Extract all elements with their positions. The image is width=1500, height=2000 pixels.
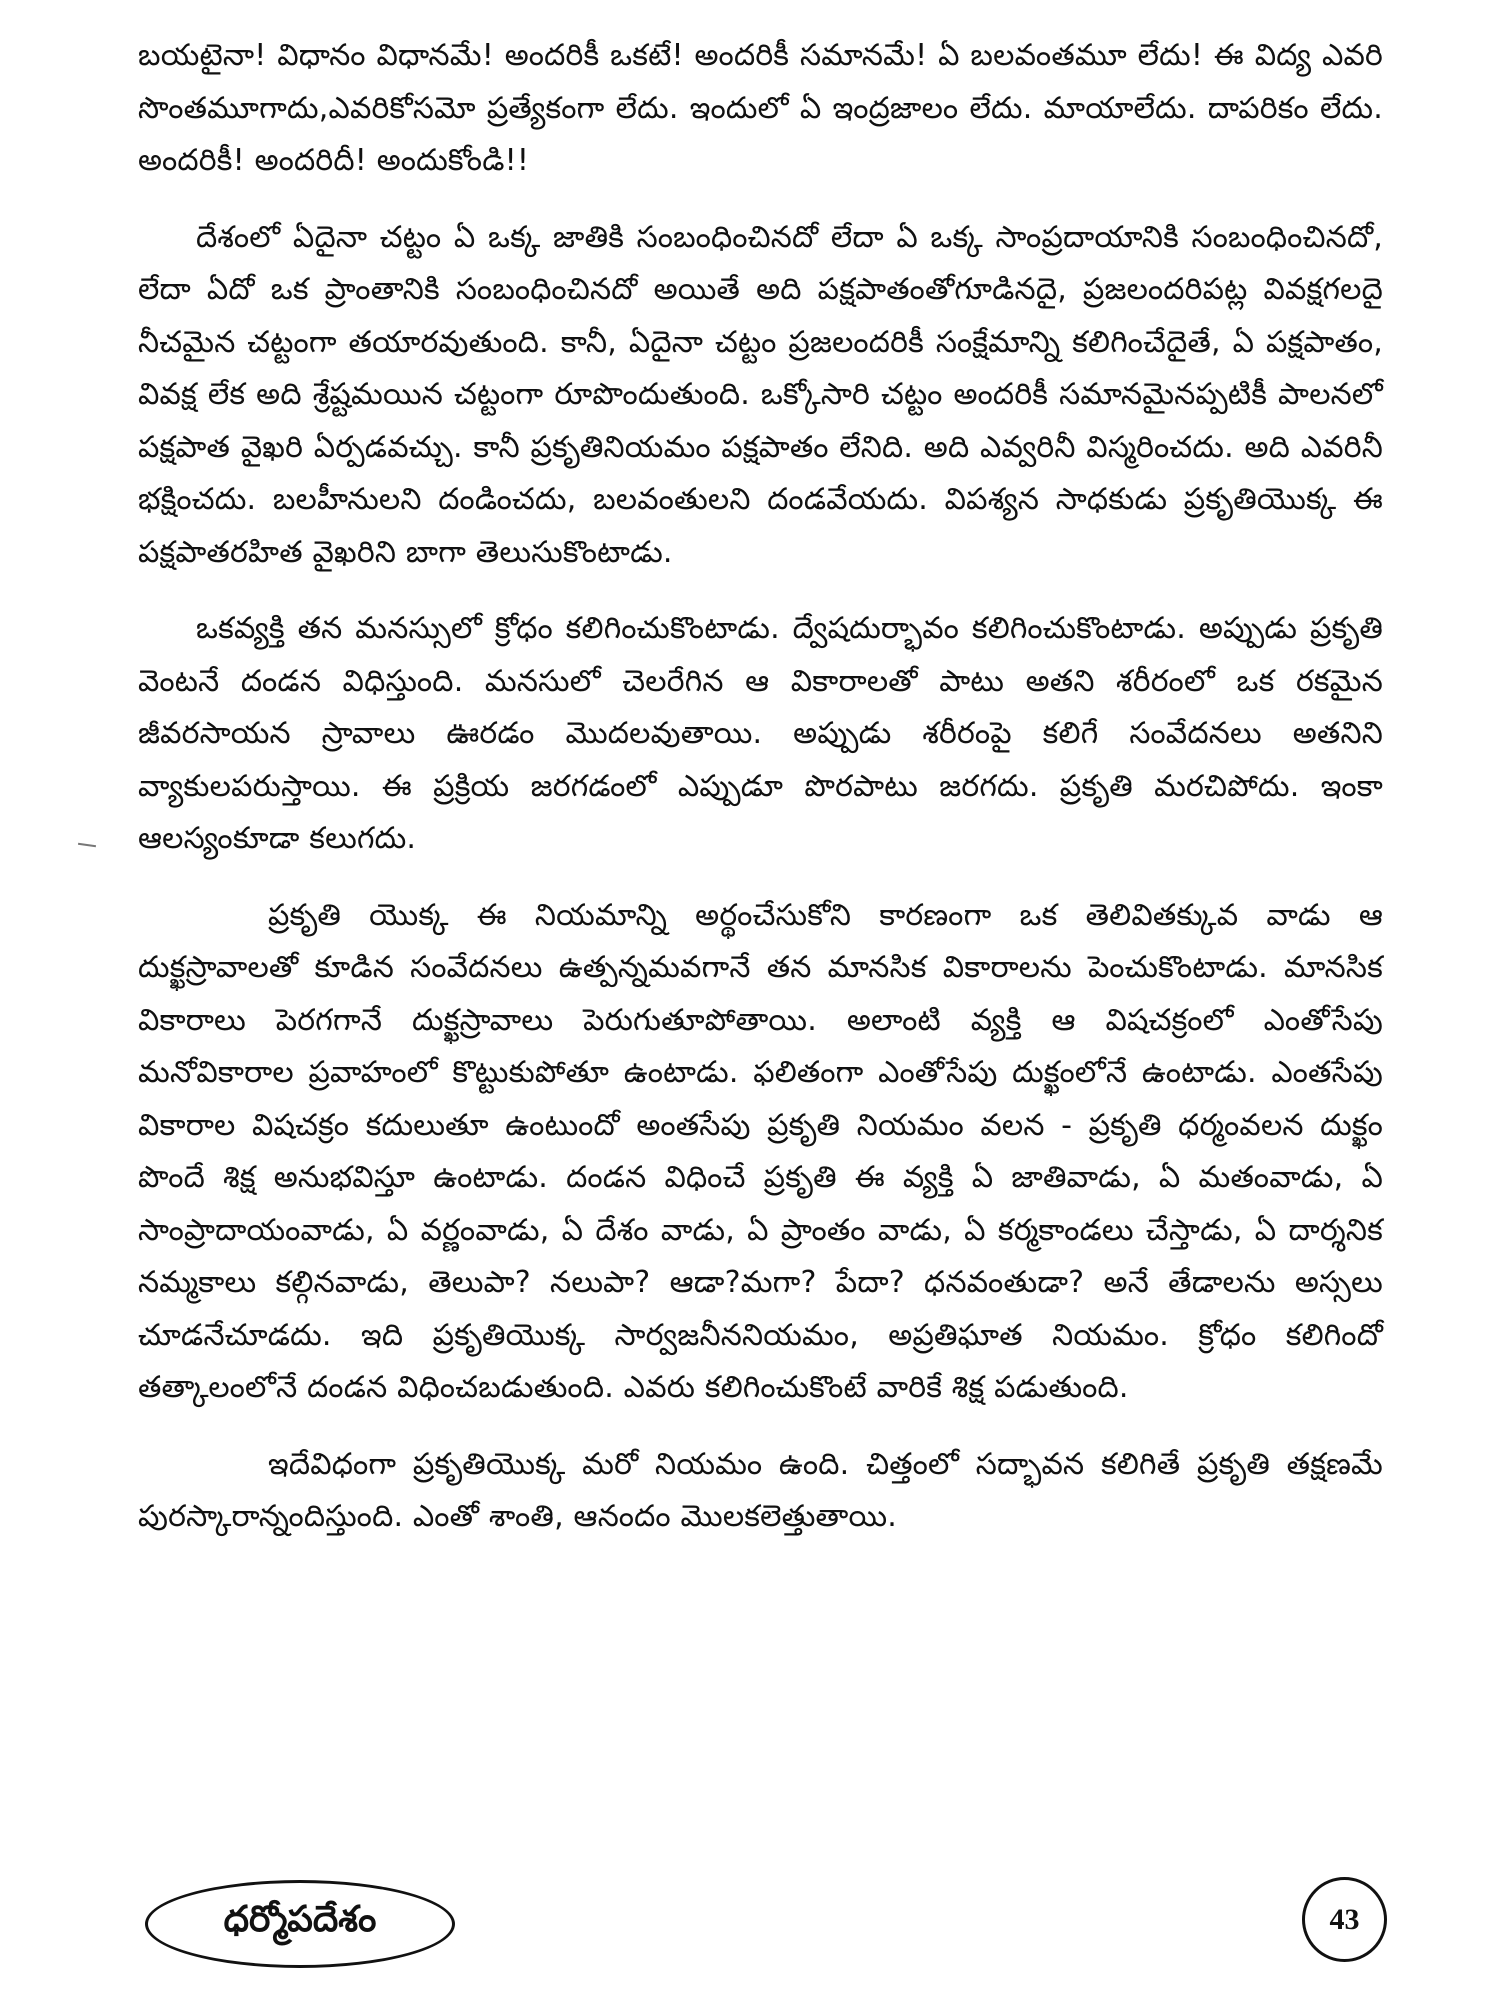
book-title: ధర్మోపదేశం [223,1899,377,1940]
page-body [138,30,1383,1568]
paragraph-4: ప్రకృతి యొక్క ఈ నియమాన్ని అర్థంచేసుకోని కారణంగా ఒక తెలివితక్కువ వాడు ఆ దుక్ఖస్రావాలతో కూడిన సంవేదనలు ఉత్పన్నమవగానే తన మానసిక వికారాలను పెంచుకొంటాడు. మానసిక వికారాలు పెరగగానే దుక్ఖస్రావాలు పెరుగుతూపోతాయి. అలాంటి వ్యక్తి ఆ విషచక్రంలో ఎంతోసేపు మనోవికారాల ప్రవాహంలో కొట్టుకుపోతూ ఉంటాడు. ఫలితంగా ఎంతోసేపు దుక్ఖంలోనే ఉంటాడు. ఎంతసేపు వికారాల విషచక్రం కదులుతూ ఉంటుందో అంతసేపు ప్రకృతి నియమం వలన - ప్రకృతి ధర్మంవలన దుక్ఖం పొందే శిక్ష అనుభవిస్తూ ఉంటాడు. దండన విధించే ప్రకృతి ఈ వ్యక్తి ఏ జాతివాడు, ఏ మతంవాడు, ఏ సాంప్రాదాయంవాడు, ఏ వర్ణంవాడు, ఏ దేశం వాడు, ఏ ప్రాంతం వాడు, ఏ కర్మకాండలు చేస్తాడు, ఏ దార్శనిక నమ్మకాలు కల్గినవాడు, తెలుపా? నలుపా? ఆడా?మగా? పేదా? ధనవంతుడా? అనే తేడాలను అస్సలు చూడనేచూడదు. ఇది ప్రకృతియొక్క సార్వజనీననియమం, అప్రతిఘాత నియమం. క్రోధం కలిగిందో తత్కాలంలోనే దండన విధించబడుతుంది. ఎవరు కలిగించుకొంటే వారికే శిక్ష పడుతుంది. [138,897,1383,1405]
paragraph-1: బయటైనా! విధానం విధానమే! అందరికీ ఒకటే! అందరికీ సమానమే! ఏ బలవంతమూ లేదు! ఈ విద్య ఎవరి సొంతమూగాదు,ఎవరికోసమో ప్రత్యేకంగా లేదు. ఇందులో ఏ ఇంద్రజాలం లేదు. మాయాలేదు. దాపరికం లేదు. అందరికీ! అందరిదీ! అందుకోండి!! [138,38,1383,178]
paragraph-2: దేశంలో ఏదైనా చట్టం ఏ ఒక్క జాతికి సంబంధించినదో లేదా ఏ ఒక్క సాంప్రదాయానికి సంబంధించినదో, లేదా ఏదో ఒక ప్రాంతానికి సంబంధించినదో అయితే అది పక్షపాతంతోగూడినదై, ప్రజలందరిపట్ల వివక్షగలదై నీచమైన చట్టంగా తయారవుతుంది. కానీ, ఏదైనా చట్టం ప్రజలందరికీ సంక్షేమాన్ని కలిగించేదైతే, ఏ పక్షపాతం, వివక్ష లేక అది శ్రేష్టమయిన చట్టంగా రూపొందుతుంది. ఒక్కోసారి చట్టం అందరికీ సమానమైనప్పటికీ పాలనలో పక్షపాత వైఖరి ఏర్పడవచ్చు. కానీ ప్రకృతినియమం పక్షపాతం లేనిది. అది ఎవ్వరినీ విస్మరించదు. అది ఎవరినీ భక్షించదు. బలహీనులని దండించదు, బలవంతులని దండవేయదు. విపశ్యన సాధకుడు ప్రకృతియొక్క ఈ పక్షపాతరహిత వైఖరిని బాగా తెలుసుకొంటాడు. [138,219,1383,570]
book-title-oval [145,1880,455,1968]
scan-speck [78,843,96,847]
page-number-circle [1302,1877,1387,1962]
page-number: 43 [1329,1902,1360,1936]
paragraph-5: ఇదేవిధంగా ప్రకృతియొక్క మరో నియమం ఉంది. చిత్తంలో సద్భావన కలిగితే ప్రకృతి తక్షణమే పురస్కారాన్నందిస్తుంది. ఎంతో శాంతి, ఆనందం మొలకలెత్తుతాయి. [138,1446,1383,1534]
paragraph-3: ఒకవ్యక్తి తన మనస్సులో క్రోధం కలిగించుకొంటాడు. ద్వేషదుర్భావం కలిగించుకొంటాడు. అప్పుడు ప్రకృతి వెంటనే దండన విధిస్తుంది. మనసులో చెలరేగిన ఆ వికారాలతో పాటు అతని శరీరంలో ఒక రకమైన జీవరసాయన స్రావాలు ఊరడం మొదలవుతాయి. అప్పుడు శరీరంపై కలిగే సంవేదనలు అతనిని వ్యాకులపరుస్తాయి. ఈ ప్రక్రియ జరగడంలో ఎప్పుడూ పొరపాటు జరగదు. ప్రకృతి మరచిపోదు. ఇంకా ఆలస్యంకూడా కలుగదు. [138,611,1383,856]
